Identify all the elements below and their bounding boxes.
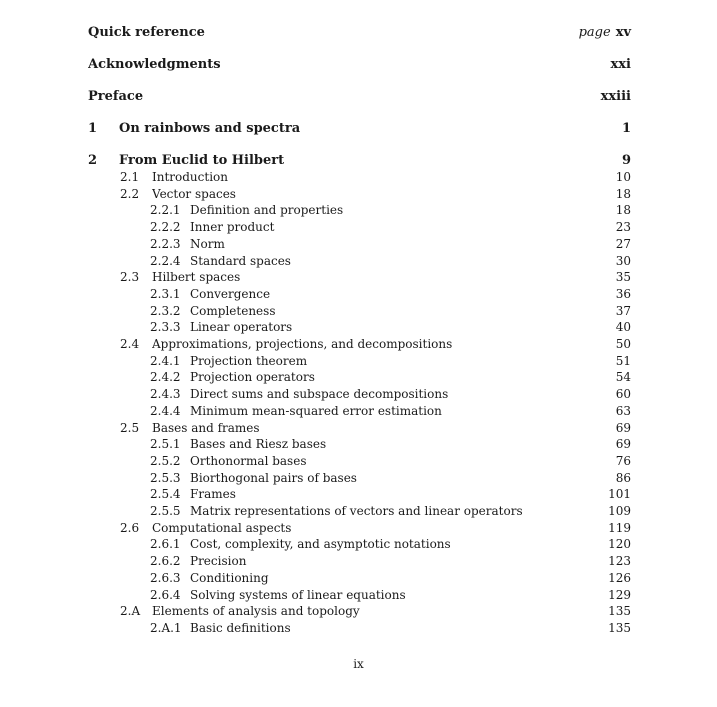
entry-title: Basic definitions xyxy=(190,620,291,635)
toc-entry xyxy=(88,152,631,169)
entry-title: Precision xyxy=(190,554,247,569)
entry-title: Biorthogonal pairs of bases xyxy=(190,470,357,485)
toc-entry xyxy=(88,253,631,270)
entry-title: Preface xyxy=(88,89,144,104)
entry-title: Introduction xyxy=(152,170,228,184)
entry-page-number: 69 xyxy=(615,437,631,452)
entry-page-number: 63 xyxy=(615,403,631,418)
toc-entry xyxy=(88,470,631,487)
toc-entry xyxy=(88,369,631,386)
entry-page-number: xxiii xyxy=(600,89,631,104)
entry-number: 2.2.1 xyxy=(150,203,181,218)
entry-page-number: 10 xyxy=(615,170,631,184)
entry-title: From Euclid to Hilbert xyxy=(119,153,285,168)
entry-number: 2.1 xyxy=(120,170,140,184)
toc-entry xyxy=(88,420,631,437)
entry-number: 2.3.3 xyxy=(150,320,181,335)
toc-entry xyxy=(88,503,631,520)
entry-page-number: xv xyxy=(615,25,631,40)
entry-title: Definition and properties xyxy=(190,203,344,218)
entry-page-number: 51 xyxy=(615,353,631,368)
entry-page-number: 36 xyxy=(615,286,631,301)
entry-title: Computational aspects xyxy=(152,520,292,535)
toc-entry xyxy=(88,403,631,420)
entry-number: 2.3.2 xyxy=(150,303,181,318)
entry-title: Direct sums and subspace decompositions xyxy=(190,387,449,402)
entry-page-number: 54 xyxy=(615,370,631,385)
entry-number: 2.A.1 xyxy=(150,620,182,635)
entry-page-number: 126 xyxy=(608,570,631,585)
entry-title: Matrix representations of vectors and linear operators xyxy=(190,504,523,519)
entry-number: 2.5.5 xyxy=(150,504,181,519)
toc-entry xyxy=(88,386,631,403)
entry-page-number: 129 xyxy=(608,587,631,602)
toc-entry xyxy=(88,587,631,604)
entry-title: Convergence xyxy=(190,286,271,301)
toc-entry xyxy=(88,620,631,637)
entry-title: Hilbert spaces xyxy=(152,270,241,285)
entry-title: Acknowledgments xyxy=(88,57,221,72)
entry-title: Approximations, projections, and decompositions xyxy=(152,337,453,352)
entry-title: Linear operators xyxy=(190,320,293,335)
toc-entry xyxy=(88,603,631,620)
toc-entry xyxy=(88,436,631,453)
entry-page-number: 18 xyxy=(615,186,631,201)
entry-title: Orthonormal bases xyxy=(190,453,307,468)
toc-entry xyxy=(88,56,631,73)
toc-entry xyxy=(88,336,631,353)
toc-entry xyxy=(88,286,631,303)
entry-number: 2.6.1 xyxy=(150,537,181,552)
toc-entry xyxy=(88,236,631,253)
toc-entry xyxy=(88,24,631,41)
entry-page-number: 27 xyxy=(615,236,631,251)
toc-entry xyxy=(88,303,631,320)
toc-entry xyxy=(88,120,631,137)
entry-title: Norm xyxy=(190,236,225,251)
toc-entry xyxy=(88,88,631,105)
entry-page-number: 40 xyxy=(615,320,631,335)
entry-title: Minimum mean-squared error estimation xyxy=(190,403,442,418)
toc-entry xyxy=(88,319,631,336)
entry-page-number: 30 xyxy=(615,253,631,268)
entry-page-number: 123 xyxy=(608,554,631,569)
entry-title: Standard spaces xyxy=(190,253,291,268)
entry-page-number: 119 xyxy=(608,520,631,535)
entry-page-number: 23 xyxy=(615,220,631,235)
entry-number: 2.2 xyxy=(120,186,140,201)
entry-number: 2.2.3 xyxy=(150,236,181,251)
toc-entry xyxy=(88,520,631,537)
entry-page-number: 135 xyxy=(608,604,631,619)
entry-page-number: 101 xyxy=(608,487,631,502)
entry-title: Completeness xyxy=(190,303,276,318)
entry-number: 2.5.3 xyxy=(150,470,181,485)
entry-page-number: 35 xyxy=(615,270,631,285)
entry-number: 2.6.3 xyxy=(150,570,181,585)
entry-page-number: 109 xyxy=(608,504,631,519)
entry-number: 2.5.1 xyxy=(150,437,181,452)
entry-title: Elements of analysis and topology xyxy=(152,604,360,619)
page-footer xyxy=(0,657,717,671)
entry-page-number: 60 xyxy=(615,387,631,402)
toc-entry xyxy=(88,570,631,587)
entry-number: 2.6.2 xyxy=(150,554,181,569)
toc-entry xyxy=(88,353,631,370)
entry-page-number: 37 xyxy=(615,303,631,318)
entry-title: Projection operators xyxy=(190,370,315,385)
entry-number: 2.4.2 xyxy=(150,370,181,385)
toc-entry xyxy=(88,186,631,203)
entry-number: 2.6 xyxy=(120,520,140,535)
entry-number: 2.A xyxy=(120,604,141,619)
entry-number: 2.5 xyxy=(120,420,140,435)
entry-page-number: 1 xyxy=(621,121,631,136)
toc-entry xyxy=(88,536,631,553)
entry-title: Projection theorem xyxy=(190,353,308,368)
entry-number: 1 xyxy=(88,121,98,136)
entry-page-number: 18 xyxy=(615,203,631,218)
entry-number: 2.5.4 xyxy=(150,487,181,502)
entry-title: Bases and frames xyxy=(152,420,260,435)
entry-title: Quick reference xyxy=(88,25,205,40)
entry-number: 2.2.2 xyxy=(150,220,181,235)
toc-entry xyxy=(88,269,631,286)
entry-page-number: 9 xyxy=(621,153,631,168)
toc-entry xyxy=(88,202,631,219)
toc-entry xyxy=(88,553,631,570)
folio-page-number: ix xyxy=(353,657,364,671)
entry-number: 2.6.4 xyxy=(150,587,181,602)
entry-page-number: 120 xyxy=(608,537,631,552)
entry-number: 2.4.3 xyxy=(150,387,181,402)
entry-number: 2 xyxy=(88,153,98,168)
entry-number: 2.2.4 xyxy=(150,253,181,268)
entry-page-number: 50 xyxy=(615,337,631,352)
entry-number: 2.4.1 xyxy=(150,353,181,368)
entry-title: Cost, complexity, and asymptotic notations xyxy=(190,537,451,552)
entry-title: Frames xyxy=(190,487,236,502)
entry-number: 2.5.2 xyxy=(150,453,181,468)
toc-entry xyxy=(88,453,631,470)
toc-entry xyxy=(88,486,631,503)
entry-page-number: xxi xyxy=(610,57,631,72)
entry-title: Bases and Riesz bases xyxy=(190,437,327,452)
toc-entry xyxy=(88,169,631,186)
entry-number: 2.3.1 xyxy=(150,286,181,301)
entry-page-number: 135 xyxy=(608,620,631,635)
toc-entry xyxy=(88,219,631,236)
entry-number: 2.4.4 xyxy=(150,403,181,418)
entry-number: 2.4 xyxy=(120,337,140,352)
table-of-contents xyxy=(88,24,631,637)
entry-title: Inner product xyxy=(190,220,275,235)
entry-number: 2.3 xyxy=(120,270,140,285)
entry-page-number: 69 xyxy=(615,420,631,435)
entry-title: Vector spaces xyxy=(152,186,236,201)
entry-title: Solving systems of linear equations xyxy=(190,587,406,602)
entry-title: Conditioning xyxy=(190,570,269,585)
entry-page-number: 76 xyxy=(615,453,631,468)
page-word-label: page xyxy=(578,25,611,40)
entry-title: On rainbows and spectra xyxy=(119,121,301,136)
entry-page-number: 86 xyxy=(615,470,631,485)
